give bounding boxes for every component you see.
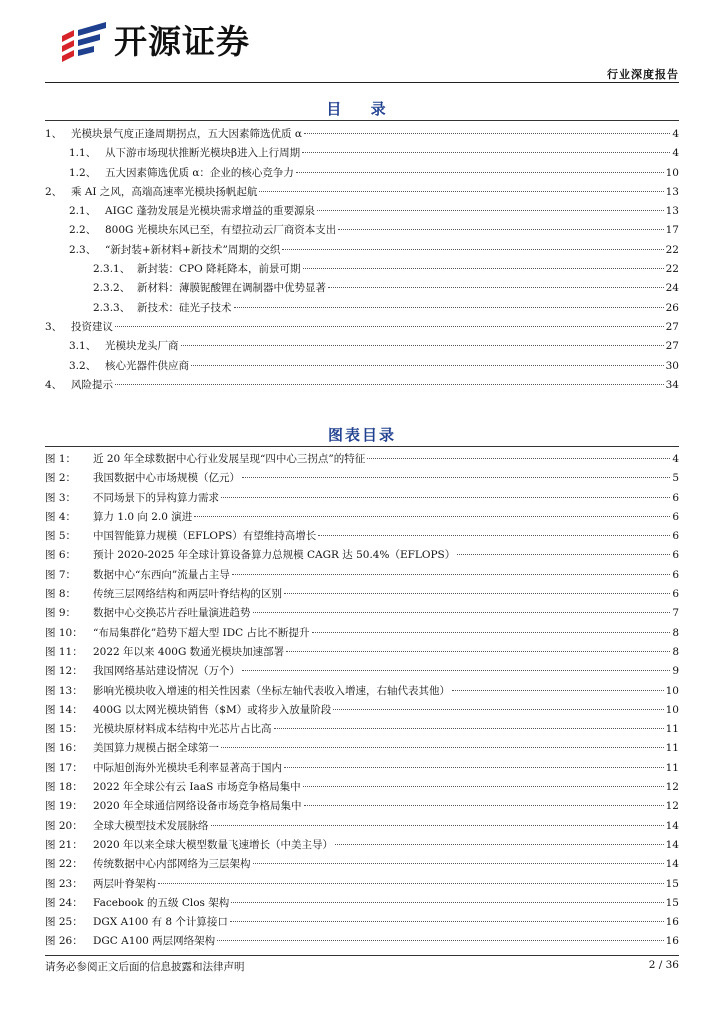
- dot-leader: [282, 249, 663, 250]
- toc-entry[interactable]: [45, 527, 679, 546]
- entry-page: 11: [665, 761, 679, 774]
- entry-title: “布局集群化”趋势下超大型 IDC 占比不断提升: [93, 626, 310, 639]
- entry-page: 12: [665, 781, 679, 794]
- dot-leader: [115, 384, 664, 385]
- entry-page: 13: [665, 185, 679, 198]
- entry-title: 从下游市场现状推断光模块β进入上行周期: [105, 147, 301, 160]
- entry-title: 核心光器件供应商: [105, 359, 189, 372]
- dot-leader: [338, 229, 663, 230]
- entry-title: 投资建议: [71, 320, 113, 333]
- dot-leader: [328, 287, 664, 288]
- brand-name: 开源证券: [114, 22, 250, 61]
- entry-number: 图 26：: [45, 935, 83, 948]
- dot-leader: [221, 747, 664, 748]
- entry-title: 美国算力规模占据全球第一: [93, 742, 219, 755]
- entry-page: 6: [672, 568, 679, 581]
- entry-number: 图 21：: [45, 838, 83, 851]
- toc-entry[interactable]: [45, 875, 679, 894]
- entry-page: 16: [665, 935, 679, 948]
- dot-leader: [253, 612, 671, 613]
- entry-number: 图 11：: [45, 645, 83, 658]
- entry-title: AIGC 蓬勃发展是光模块需求增益的重要源泉: [105, 205, 315, 218]
- toc-entry[interactable]: [45, 566, 679, 585]
- toc-entry[interactable]: [45, 585, 679, 604]
- entry-title: DGX A100 有 8 个计算接口: [93, 916, 228, 929]
- entry-title: 400G 以太网光模块销售（$M）或将步入放量阶段: [93, 703, 332, 716]
- entry-number: 2.3.3、: [93, 301, 131, 314]
- footer-disclaimer: 请务必参阅正文后面的信息披露和法律声明: [45, 961, 245, 973]
- toc-entry[interactable]: [45, 260, 679, 279]
- toc-entry[interactable]: [45, 279, 679, 298]
- entry-page: 27: [665, 340, 679, 353]
- entry-page: 12: [665, 800, 679, 813]
- entry-page: 5: [672, 472, 679, 485]
- entry-number: 1.1、: [69, 147, 97, 160]
- entry-number: 图 9：: [45, 607, 77, 620]
- dot-leader: [302, 152, 670, 153]
- toc-entry[interactable]: [45, 489, 679, 508]
- toc-entry[interactable]: [45, 376, 679, 395]
- toc-entry[interactable]: [45, 357, 679, 376]
- toc-entry[interactable]: [45, 643, 679, 662]
- entry-number: 图 14：: [45, 703, 83, 716]
- toc-entry[interactable]: [45, 932, 679, 951]
- entry-page: 8: [672, 626, 679, 639]
- entry-title: 中国智能算力规模（EFLOPS）有望维持高增长: [93, 530, 317, 543]
- entry-number: 图 22：: [45, 858, 83, 871]
- entry-number: 图 6：: [45, 549, 77, 562]
- dot-leader: [242, 670, 670, 671]
- entry-number: 图 8：: [45, 588, 77, 601]
- dot-leader: [367, 458, 670, 459]
- entry-number: 3.1、: [69, 340, 97, 353]
- entry-title: 影响光模块收入增速的相关性因素（坐标左轴代表收入增速，右轴代表其他）: [93, 684, 450, 697]
- entry-page: 6: [672, 510, 679, 523]
- entry-number: 图 15：: [45, 723, 83, 736]
- entry-number: 4、: [45, 378, 63, 391]
- entry-page: 7: [672, 607, 679, 620]
- toc-entry[interactable]: [45, 508, 679, 527]
- dot-leader: [194, 516, 670, 517]
- dot-leader: [284, 767, 664, 768]
- entry-page: 4: [672, 147, 679, 160]
- entry-number: 图 25：: [45, 916, 83, 929]
- entry-page: 30: [665, 359, 679, 372]
- entry-title: 两层叶脊架构: [93, 877, 156, 890]
- brand-logo: [60, 22, 250, 62]
- toc-entry[interactable]: [45, 469, 679, 488]
- figures-title: 图表目录: [327, 426, 396, 444]
- entry-title: 不同场景下的异构算力需求: [93, 491, 219, 504]
- page-number: 2 / 36: [648, 959, 679, 971]
- entry-title: 五大因素筛选优质 α：企业的核心竞争力: [105, 166, 294, 179]
- entry-title: 800G 光模块东风已至，有望拉动云厂商资本支出: [105, 224, 337, 237]
- dot-leader: [274, 728, 664, 729]
- entry-page: 10: [665, 703, 679, 716]
- entry-title: Facebook 的五级 Clos 架构: [93, 896, 230, 909]
- entry-page: 11: [665, 742, 679, 755]
- dot-leader: [335, 844, 664, 845]
- entry-page: 24: [665, 282, 679, 295]
- toc-entry[interactable]: [45, 836, 679, 855]
- entry-title: 算力 1.0 向 2.0 演进: [93, 510, 193, 523]
- entry-page: 9: [672, 665, 679, 678]
- toc-entry[interactable]: [45, 202, 679, 221]
- entry-number: 图 19：: [45, 800, 83, 813]
- table-of-contents: [45, 125, 679, 395]
- entry-number: 图 24：: [45, 896, 83, 909]
- dot-leader: [317, 210, 664, 211]
- entry-page: 15: [665, 896, 679, 909]
- entry-page: 11: [665, 723, 679, 736]
- dot-leader: [231, 902, 663, 903]
- entry-page: 27: [665, 320, 679, 333]
- toc-entry[interactable]: [45, 604, 679, 623]
- entry-title: 数据中心“东西向”流量占主导: [93, 568, 230, 581]
- entry-title: 近 20 年全球数据中心行业发展呈现“四中心三拐点”的特征: [93, 453, 366, 465]
- entry-number: 图 7：: [45, 568, 77, 581]
- entry-page: 4: [672, 453, 679, 465]
- entry-page: 6: [672, 530, 679, 543]
- entry-number: 图 12：: [45, 665, 83, 678]
- entry-title: 传统数据中心内部网络为三层架构: [93, 858, 251, 871]
- entry-title: 2022 年以来 400G 数通光模块加速部署: [93, 645, 285, 658]
- entry-number: 1、: [45, 128, 63, 140]
- entry-page: 10: [665, 684, 679, 697]
- entry-page: 15: [665, 877, 679, 890]
- entry-page: 10: [665, 166, 679, 179]
- toc-entry[interactable]: [45, 701, 679, 720]
- dot-leader: [303, 786, 664, 787]
- dot-leader: [286, 651, 670, 652]
- toc-entry[interactable]: [45, 894, 679, 913]
- entry-number: 图 20：: [45, 819, 83, 832]
- entry-title: 新封装：CPO 降耗降本，前景可期: [137, 263, 301, 276]
- toc-entry[interactable]: [45, 624, 679, 643]
- header-divider: [45, 82, 679, 83]
- toc-entry[interactable]: [45, 855, 679, 874]
- entry-number: 2、: [45, 185, 63, 198]
- entry-page: 26: [665, 301, 679, 314]
- entry-number: 图 5：: [45, 530, 77, 543]
- entry-page: 6: [672, 549, 679, 562]
- entry-number: 图 4：: [45, 510, 77, 523]
- page-header: [0, 0, 724, 86]
- entry-page: 34: [665, 378, 679, 391]
- toc-entry[interactable]: [45, 759, 679, 778]
- entry-page: 4: [672, 128, 679, 140]
- entry-title: 光模块原材料成本结构中光芯片占比高: [93, 723, 272, 736]
- dot-leader: [230, 921, 664, 922]
- dot-leader: [303, 268, 664, 269]
- entry-title: 全球大模型技术发展脉络: [93, 819, 209, 832]
- entry-number: 2.3.1、: [93, 263, 131, 276]
- entry-title: 2022 年全球公有云 IaaS 市场竞争格局集中: [93, 781, 301, 794]
- entry-page: 6: [672, 588, 679, 601]
- entry-number: 2.3.2、: [93, 282, 131, 295]
- entry-page: 8: [672, 645, 679, 658]
- entry-number: 图 23：: [45, 877, 83, 890]
- entry-title: 光模块龙头厂商: [105, 340, 179, 353]
- dot-leader: [284, 593, 670, 594]
- entry-title: 新技术：硅光子技术: [137, 301, 232, 314]
- toc-entry[interactable]: [45, 318, 679, 337]
- report-type-label: 行业深度报告: [607, 68, 679, 81]
- toc-entry[interactable]: [45, 546, 679, 565]
- entry-number: 图 18：: [45, 781, 83, 794]
- entry-page: 14: [665, 819, 679, 832]
- toc-entry[interactable]: [45, 913, 679, 932]
- entry-title: 2020 年以来全球大模型数量飞速增长（中美主导）: [93, 838, 334, 851]
- toc-entry[interactable]: [45, 720, 679, 739]
- figures-title-divider: [45, 446, 679, 447]
- dot-leader: [221, 497, 670, 498]
- brand-mark-icon: [60, 22, 108, 62]
- entry-title: 我国网络基站建设情况（万个）: [93, 665, 240, 678]
- entry-number: 图 2：: [45, 472, 77, 485]
- dot-leader: [191, 365, 664, 366]
- entry-number: 2.1、: [69, 205, 97, 218]
- entry-number: 3、: [45, 320, 63, 333]
- entry-title: 中际旭创海外光模块毛利率显著高于国内: [93, 761, 282, 774]
- toc-entry[interactable]: [45, 183, 679, 202]
- dot-leader: [232, 574, 671, 575]
- toc-entry[interactable]: [45, 778, 679, 797]
- dot-leader: [181, 345, 664, 346]
- entry-page: 17: [665, 224, 679, 237]
- toc-entry[interactable]: [45, 662, 679, 681]
- toc-entry[interactable]: [45, 450, 679, 469]
- entry-number: 图 17：: [45, 761, 83, 774]
- toc-entry[interactable]: [45, 817, 679, 836]
- entry-number: 3.2、: [69, 359, 97, 372]
- entry-title: “新封装+新材料+新技术”周期的交织: [105, 243, 281, 256]
- dot-leader: [318, 535, 670, 536]
- entry-number: 2.3、: [69, 243, 97, 256]
- dot-leader: [333, 709, 663, 710]
- entry-title: 风险提示: [71, 378, 113, 391]
- dot-leader: [304, 805, 664, 806]
- entry-title: 光模块景气度正逢周期拐点，五大因素筛选优质 α: [71, 128, 302, 140]
- entry-title: 预计 2020-2025 年全球计算设备算力总规模 CAGR 达 50.4%（EFLOPS）: [93, 549, 456, 562]
- toc-entry[interactable]: [45, 125, 679, 144]
- toc-entry[interactable]: [45, 682, 679, 701]
- entry-page: 6: [672, 491, 679, 504]
- entry-page: 14: [665, 838, 679, 851]
- entry-title: 乘 AI 之风，高端高速率光模块扬帆起航: [71, 185, 258, 198]
- entry-title: DGC A100 两层网络架构: [93, 935, 216, 948]
- dot-leader: [457, 554, 670, 555]
- entry-page: 22: [665, 243, 679, 256]
- entry-number: 图 13：: [45, 684, 83, 697]
- dot-leader: [304, 133, 670, 134]
- entry-number: 图 16：: [45, 742, 83, 755]
- dot-leader: [312, 632, 671, 633]
- entry-title: 数据中心交换芯片吞吐量演进趋势: [93, 607, 251, 620]
- toc-entry[interactable]: [45, 164, 679, 183]
- toc-entry[interactable]: [45, 241, 679, 260]
- toc-entry[interactable]: [45, 337, 679, 356]
- entry-page: 16: [665, 916, 679, 929]
- toc-entry[interactable]: [45, 221, 679, 240]
- toc-entry[interactable]: [45, 739, 679, 758]
- dot-leader: [234, 307, 664, 308]
- entry-title: 2020 年全球通信网络设备市场竞争格局集中: [93, 800, 302, 813]
- entry-number: 1.2、: [69, 166, 97, 179]
- dot-leader: [158, 883, 664, 884]
- dot-leader: [296, 172, 664, 173]
- toc-entry[interactable]: [45, 144, 679, 163]
- entry-title: 传统三层网络结构和两层叶脊结构的区别: [93, 588, 282, 601]
- entry-number: 图 1：: [45, 453, 77, 465]
- footer-divider: [45, 955, 679, 956]
- entry-title: 我国数据中心市场规模（亿元）: [93, 472, 240, 485]
- dot-leader: [253, 863, 664, 864]
- dot-leader: [259, 191, 663, 192]
- entry-number: 2.2、: [69, 224, 97, 237]
- dot-leader: [211, 825, 664, 826]
- entry-page: 22: [665, 263, 679, 276]
- dot-leader: [115, 326, 664, 327]
- toc-title-divider: [45, 120, 679, 121]
- dot-leader: [452, 690, 664, 691]
- list-of-figures: [45, 450, 679, 952]
- entry-page: 14: [665, 858, 679, 871]
- entry-title: 新材料：薄膜铌酸锂在调制器中优势显著: [137, 282, 326, 295]
- toc-entry[interactable]: [45, 299, 679, 318]
- entry-page: 13: [665, 205, 679, 218]
- entry-number: 图 3：: [45, 491, 77, 504]
- toc-title: 目 录: [326, 100, 398, 118]
- toc-entry[interactable]: [45, 797, 679, 816]
- dot-leader: [242, 477, 670, 478]
- entry-number: 图 10：: [45, 626, 83, 639]
- dot-leader: [217, 940, 663, 941]
